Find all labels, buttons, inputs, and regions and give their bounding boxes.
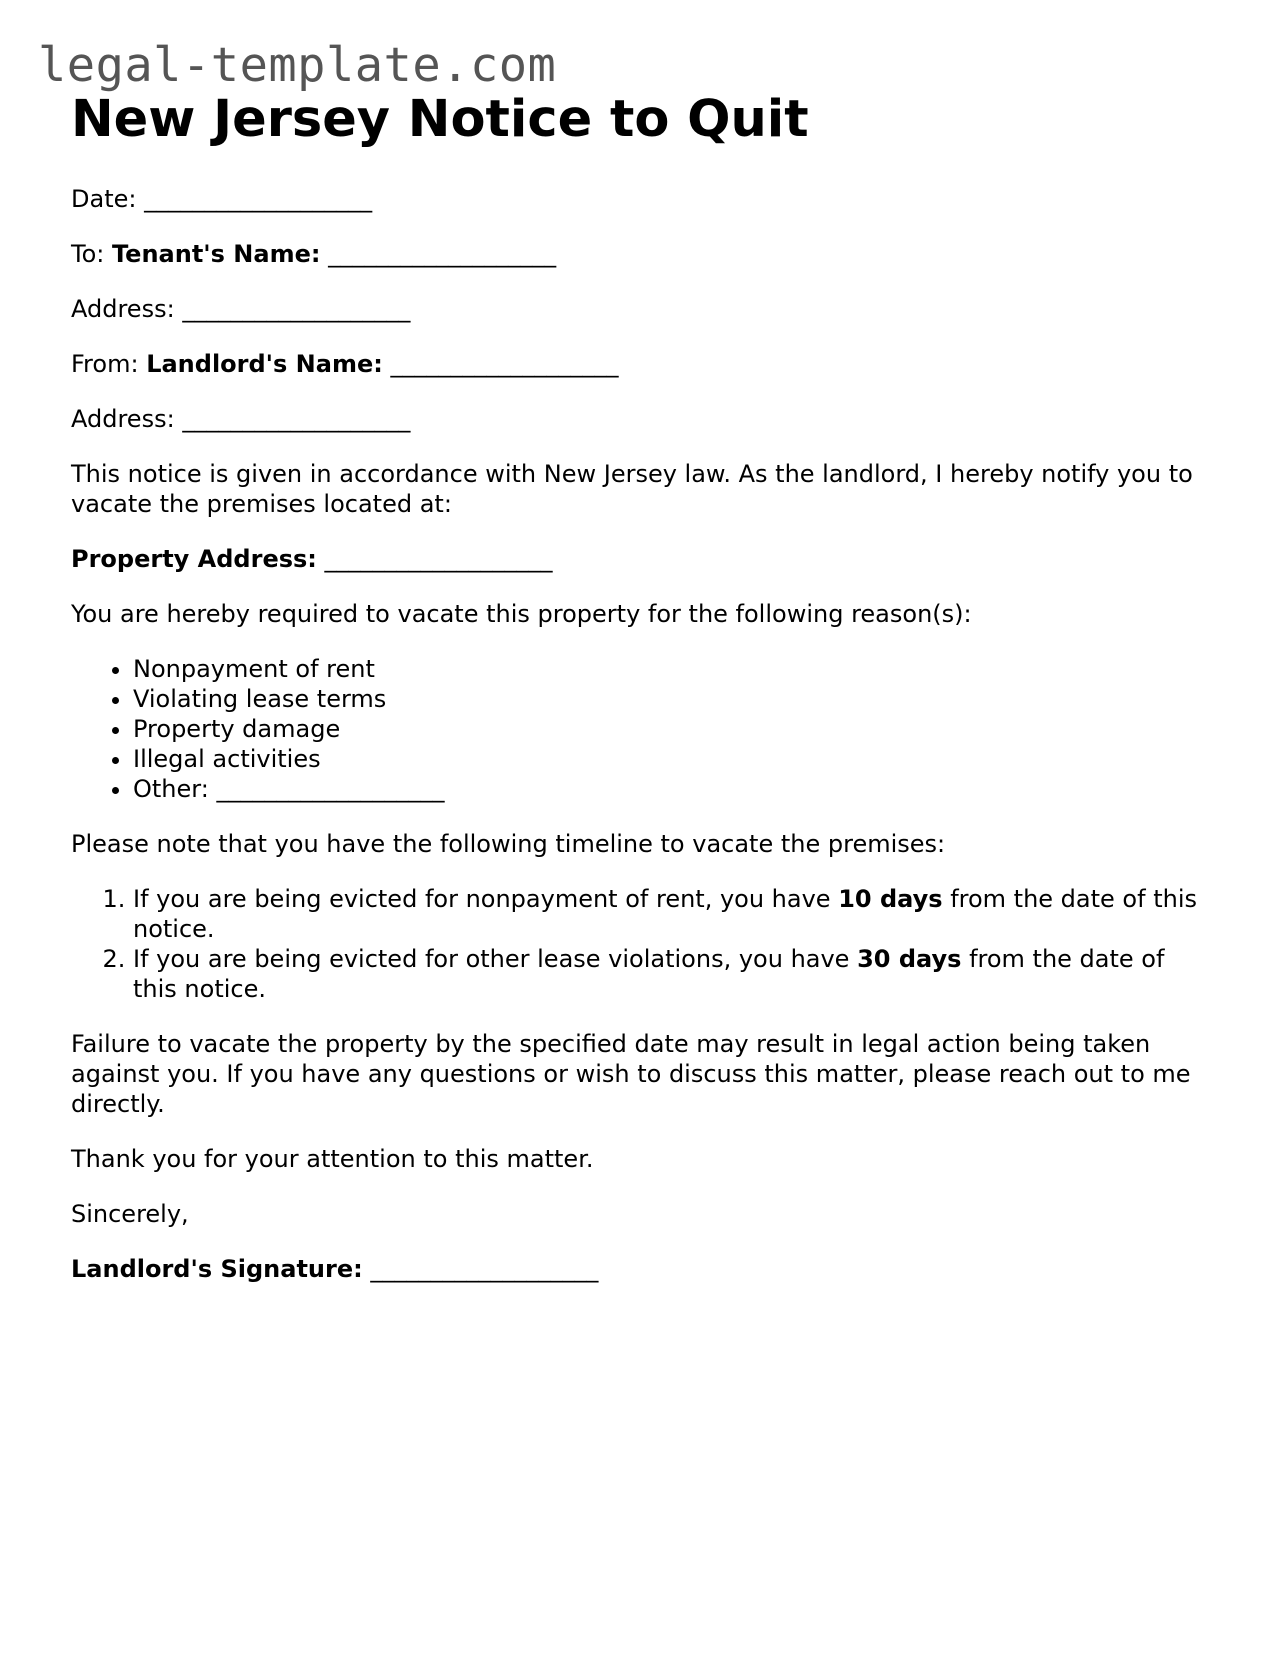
signature-blank: ___________________ xyxy=(370,1255,599,1283)
reasons-intro: You are hereby required to vacate this property for the following reason(s): xyxy=(71,600,972,628)
date-label: Date: xyxy=(71,185,137,213)
timeline-text-before: If you are being evicted for nonpayment of rent, you have xyxy=(133,885,831,913)
timeline-text-after: from the date of this notice. xyxy=(133,945,1165,1003)
date-blank: ___________________ xyxy=(144,185,373,213)
property-address-label: Property Address: xyxy=(71,545,317,573)
tenant-name-label: Tenant's Name: xyxy=(112,240,321,268)
from-prefix: From: xyxy=(71,350,139,378)
landlord-name-label: Landlord's Name: xyxy=(146,350,383,378)
notice-intro: This notice is given in accordance with New Jersey law. As the landlord, I hereby notify you to vacate the premises located at: xyxy=(71,460,1193,518)
timeline-list xyxy=(71,884,1211,1004)
reason-item: • Nonpayment of rent xyxy=(133,654,1211,684)
notice-document xyxy=(71,88,1211,1309)
landlord-address-blank: ___________________ xyxy=(182,405,411,433)
reason-item: • Violating lease terms xyxy=(133,684,1211,714)
signature-label: Landlord's Signature: xyxy=(71,1255,363,1283)
thanks-paragraph: Thank you for your attention to this matter. xyxy=(71,1145,594,1173)
tenant-address-line xyxy=(71,294,1211,324)
reason-other-item xyxy=(133,774,1211,804)
landlord-address-label: Address: xyxy=(71,405,175,433)
tenant-name-blank: ___________________ xyxy=(328,240,557,268)
closing-line: Sincerely, xyxy=(71,1200,189,1228)
to-prefix: To: xyxy=(71,240,105,268)
tenant-name-line xyxy=(71,239,1211,269)
timeline-text-after: from the date of this notice. xyxy=(133,885,1197,943)
tenant-address-blank: ___________________ xyxy=(182,295,411,323)
document-title: New Jersey Notice to Quit xyxy=(71,90,809,149)
timeline-days: 10 days xyxy=(838,885,943,913)
signature-line xyxy=(71,1254,1211,1284)
timeline-intro: Please note that you have the following timeline to vacate the premises: xyxy=(71,830,946,858)
site-watermark: legal-template.com xyxy=(38,38,557,93)
date-line xyxy=(71,184,1211,214)
property-address-line xyxy=(71,544,1211,574)
failure-paragraph: Failure to vacate the property by the specified date may result in legal action being taken against you. If you have any questions or wish to discuss this matter, please reach out to me directly. xyxy=(71,1030,1191,1118)
reason-other-blank: ___________________ xyxy=(216,775,445,803)
landlord-name-line xyxy=(71,349,1211,379)
landlord-address-line xyxy=(71,404,1211,434)
reasons-list xyxy=(71,654,1211,804)
property-address-blank: ___________________ xyxy=(324,545,553,573)
timeline-item xyxy=(133,944,1211,1004)
tenant-address-label: Address: xyxy=(71,295,175,323)
timeline-text-before: If you are being evicted for other lease violations, you have xyxy=(133,945,850,973)
reason-item: • Illegal activities xyxy=(133,744,1211,774)
timeline-days: 30 days xyxy=(857,945,962,973)
reason-other-label: Other: xyxy=(133,775,209,803)
reason-item: • Property damage xyxy=(133,714,1211,744)
timeline-item xyxy=(133,884,1211,944)
landlord-name-blank: ___________________ xyxy=(390,350,619,378)
